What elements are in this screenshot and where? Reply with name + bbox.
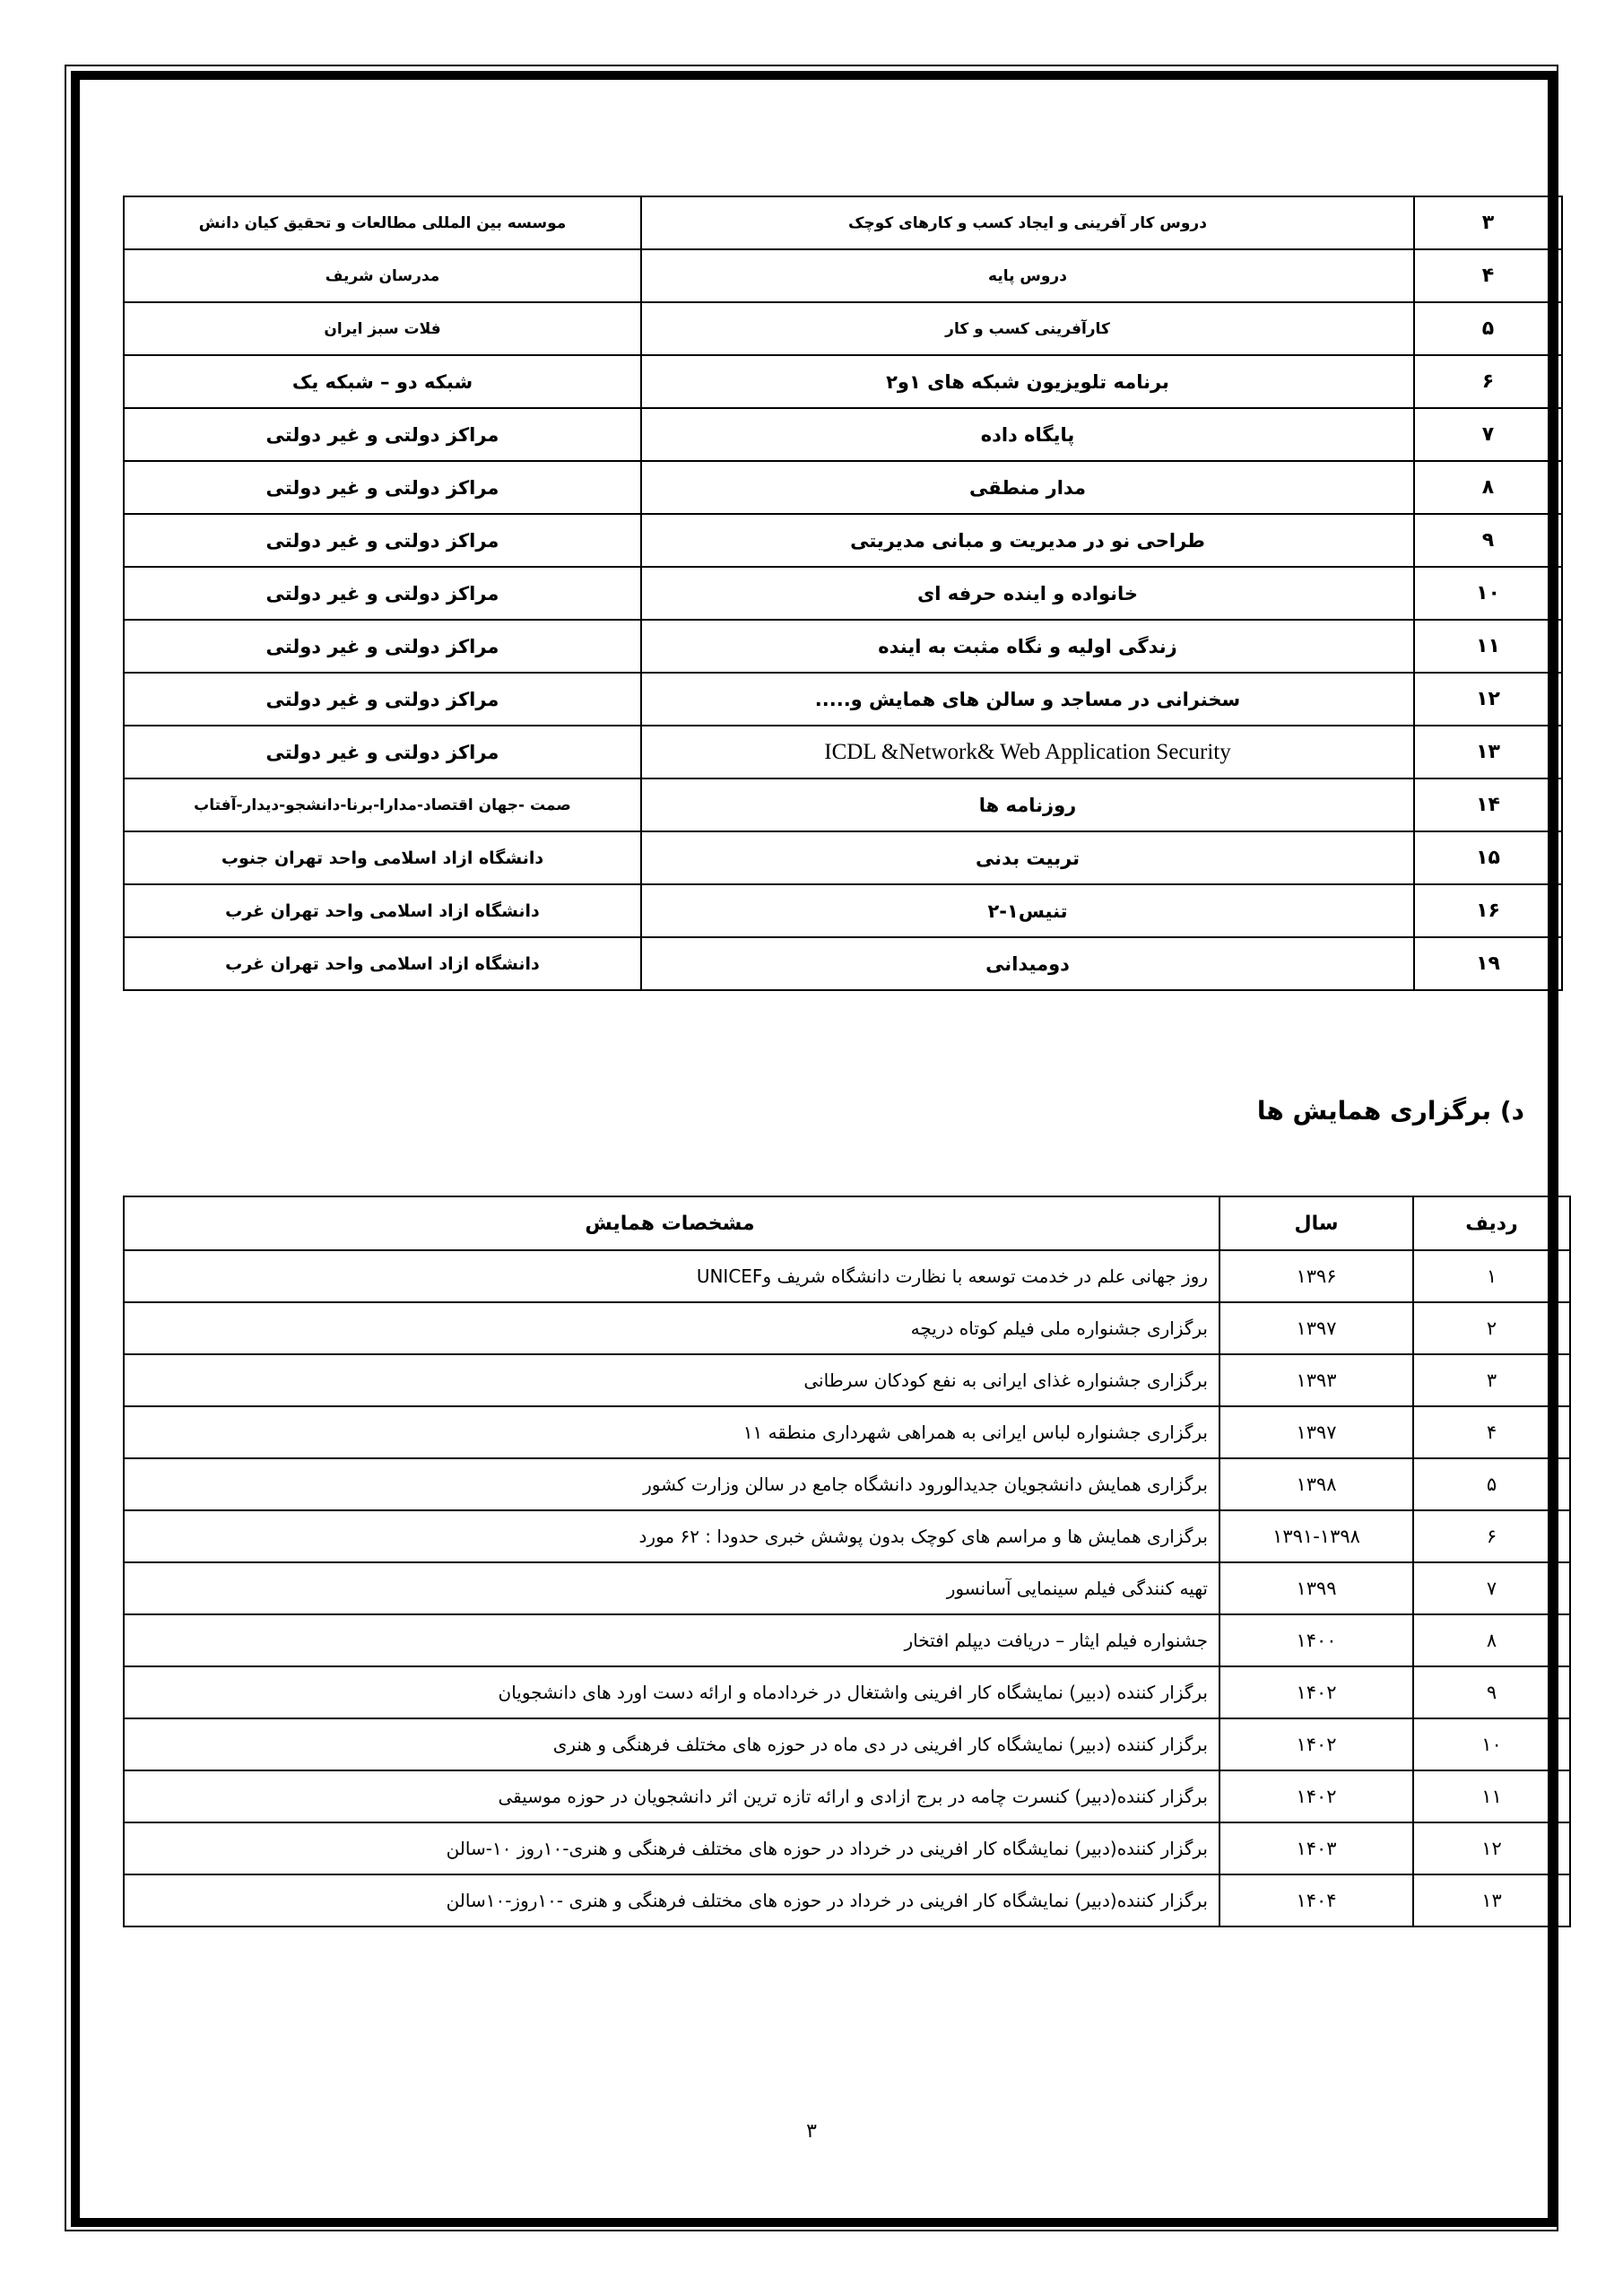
t1-row-number: ۸ [1414,461,1562,514]
t1-institution: دانشگاه ازاد اسلامی واحد تهران غرب [124,937,641,990]
t2-year: ۱۴۰۲ [1219,1718,1413,1770]
t1-row-number: ۴ [1414,249,1562,302]
t2-year: ۱۳۹۷ [1219,1406,1413,1458]
table-row [124,1562,1570,1614]
t2-row-number: ۷ [1413,1562,1570,1614]
t2-row-number: ۱۰ [1413,1718,1570,1770]
table-row [124,1302,1570,1354]
t2-details: برگزاری همایش ها و مراسم های کوچک بدون پوشش خبری حدودا : ۶۲ مورد [124,1510,1219,1562]
t2-row-number: ۱۱ [1413,1770,1570,1822]
table-row [124,1406,1570,1458]
table-row [124,1874,1570,1926]
table-row [124,673,1562,726]
table-row [124,1718,1570,1770]
t1-course-name: تربیت بدنی [641,831,1414,884]
table-row [124,1250,1570,1302]
t2-row-number: ۴ [1413,1406,1570,1458]
table-row [124,567,1562,620]
t2-details: جشنواره فیلم ایثار – دریافت دیپلم افتخار [124,1614,1219,1666]
t2-details: برگزار کننده(دبیر) نمایشگاه کار افرینی در خرداد در حوزه های مختلف فرهنگی و هنری-۱۰روز ۱۰-سالن [124,1822,1219,1874]
t1-course-name: کارآفرینی کسب و کار [641,302,1414,355]
t2-year: ۱۳۹۹ [1219,1562,1413,1614]
t2-details: برگزاری جشنواره ملی فیلم کوتاه دریچه [124,1302,1219,1354]
t1-institution: مراکز دولتی و غیر دولتی [124,726,641,778]
t1-institution: مراکز دولتی و غیر دولتی [124,620,641,673]
t1-course-name: دروس کار آفرینی و ایجاد کسب و کارهای کوچک [641,196,1414,249]
t2-details: برگزار کننده (دبیر) نمایشگاه کار افرینی واشتغال در خردادماه و ارائه دست اورد های دانشجویان [124,1666,1219,1718]
t2-year: ۱۴۰۲ [1219,1666,1413,1718]
t2-details: روز جهانی علم در خدمت توسعه با نظارت دانشگاه شریف وUNICEF [124,1250,1219,1302]
table-row [124,726,1562,778]
t1-course-name: دروس پایه [641,249,1414,302]
conferences-table [123,1196,1571,1927]
t1-institution: صمت -جهان اقتصاد-مدارا-برنا-دانشجو-دیدار-آفتاب [124,778,641,831]
t1-row-number: ۹ [1414,514,1562,567]
t1-course-name: ICDL &Network& Web Application Security [641,726,1414,778]
t2-row-number: ۶ [1413,1510,1570,1562]
table-row [124,620,1562,673]
t1-row-number: ۱۳ [1414,726,1562,778]
page-number: ۳ [806,2120,817,2143]
t1-course-name: مدار منطقی [641,461,1414,514]
t1-course-name: پایگاه داده [641,408,1414,461]
t1-institution: دانشگاه ازاد اسلامی واحد تهران غرب [124,884,641,937]
t2-header-details: مشخصات همایش [124,1196,1219,1250]
t1-row-number: ۱۹ [1414,937,1562,990]
t2-details: برگزاری جشنواره غذای ایرانی به نفع کودکان سرطانی [124,1354,1219,1406]
table-row [124,514,1562,567]
t1-row-number: ۱۲ [1414,673,1562,726]
table-row [124,1770,1570,1822]
t2-row-number: ۹ [1413,1666,1570,1718]
courses-table [123,196,1563,991]
t1-institution: شبکه دو – شبکه یک [124,355,641,408]
t1-course-name: خانواده و اینده حرفه ای [641,567,1414,620]
t1-course-name: زندگی اولیه و نگاه مثبت به اینده [641,620,1414,673]
table-row [124,778,1562,831]
t2-header-row-number: ردیف [1413,1196,1570,1250]
t2-row-number: ۳ [1413,1354,1570,1406]
t2-details: تهیه کنندگی فیلم سینمایی آسانسور [124,1562,1219,1614]
t2-year: ۱۳۹۶ [1219,1250,1413,1302]
t2-year: ۱۴۰۴ [1219,1874,1413,1926]
t2-details: برگزاری همایش دانشجویان جدیدالورود دانشگاه جامع در سالن وزارت کشور [124,1458,1219,1510]
t2-row-number: ۱۲ [1413,1822,1570,1874]
t1-institution: مدرسان شریف [124,249,641,302]
t2-details: برگزار کننده(دبیر) کنسرت چامه در برج ازادی و ارائه تازه ترین اثر دانشجویان در حوزه موسیقی [124,1770,1219,1822]
table-row [124,831,1562,884]
t1-row-number: ۵ [1414,302,1562,355]
table-row [124,1510,1570,1562]
t1-row-number: ۶ [1414,355,1562,408]
t1-course-name: سخنرانی در مساجد و سالن های همایش و..... [641,673,1414,726]
t2-year: ۱۳۹۳ [1219,1354,1413,1406]
t1-row-number: ۱۵ [1414,831,1562,884]
t2-row-number: ۱ [1413,1250,1570,1302]
table-row [124,196,1562,249]
t2-header-year: سال [1219,1196,1413,1250]
t1-institution: موسسه بین المللی مطالعات و تحقیق کیان دانش [124,196,641,249]
t2-row-number: ۵ [1413,1458,1570,1510]
t2-row-number: ۲ [1413,1302,1570,1354]
t1-course-name: برنامه تلویزیون شبکه های ۱و۲ [641,355,1414,408]
section-heading: د) برگزاری همایش ها [1256,1096,1524,1126]
table-row [124,937,1562,990]
t2-year: ۱۴۰۲ [1219,1770,1413,1822]
t1-row-number: ۱۴ [1414,778,1562,831]
t1-institution: مراکز دولتی و غیر دولتی [124,461,641,514]
t1-row-number: ۳ [1414,196,1562,249]
t2-details: برگزاری جشنواره لباس ایرانی به همراهی شهرداری منطقه ۱۱ [124,1406,1219,1458]
table-row [124,461,1562,514]
t2-year: ۱۳۹۷ [1219,1302,1413,1354]
t1-institution: مراکز دولتی و غیر دولتی [124,514,641,567]
table-row [124,355,1562,408]
t2-row-number: ۸ [1413,1614,1570,1666]
t2-details: برگزار کننده(دبیر) نمایشگاه کار افرینی در خرداد در حوزه های مختلف فرهنگی و هنری -۱۰روز-۱۰سالن [124,1874,1219,1926]
t1-institution: دانشگاه ازاد اسلامی واحد تهران جنوب [124,831,641,884]
table-header-row [124,1196,1570,1250]
table-row [124,249,1562,302]
t2-year: ۱۴۰۰ [1219,1614,1413,1666]
t1-row-number: ۱۰ [1414,567,1562,620]
t1-course-name: طراحی نو در مدیریت و مبانی مدیریتی [641,514,1414,567]
t1-institution: فلات سبز ایران [124,302,641,355]
table-row [124,1354,1570,1406]
t1-row-number: ۷ [1414,408,1562,461]
t1-institution: مراکز دولتی و غیر دولتی [124,673,641,726]
table-row [124,1614,1570,1666]
t1-course-name: روزنامه ها [641,778,1414,831]
table-row [124,408,1562,461]
t2-year: ۱۳۹۸ [1219,1458,1413,1510]
t1-institution: مراکز دولتی و غیر دولتی [124,408,641,461]
table-row [124,1666,1570,1718]
t1-row-number: ۱۱ [1414,620,1562,673]
table-row [124,302,1562,355]
t1-course-name: دومیدانی [641,937,1414,990]
table-row [124,884,1562,937]
t1-row-number: ۱۶ [1414,884,1562,937]
table-row [124,1822,1570,1874]
table-row [124,1458,1570,1510]
t2-details: برگزار کننده (دبیر) نمایشگاه کار افرینی در دی ماه در حوزه های مختلف فرهنگی و هنری [124,1718,1219,1770]
t1-course-name: تنیس۱-۲ [641,884,1414,937]
t2-year: ۱۴۰۳ [1219,1822,1413,1874]
t2-row-number: ۱۳ [1413,1874,1570,1926]
t1-institution: مراکز دولتی و غیر دولتی [124,567,641,620]
t2-year: ۱۳۹۱-۱۳۹۸ [1219,1510,1413,1562]
